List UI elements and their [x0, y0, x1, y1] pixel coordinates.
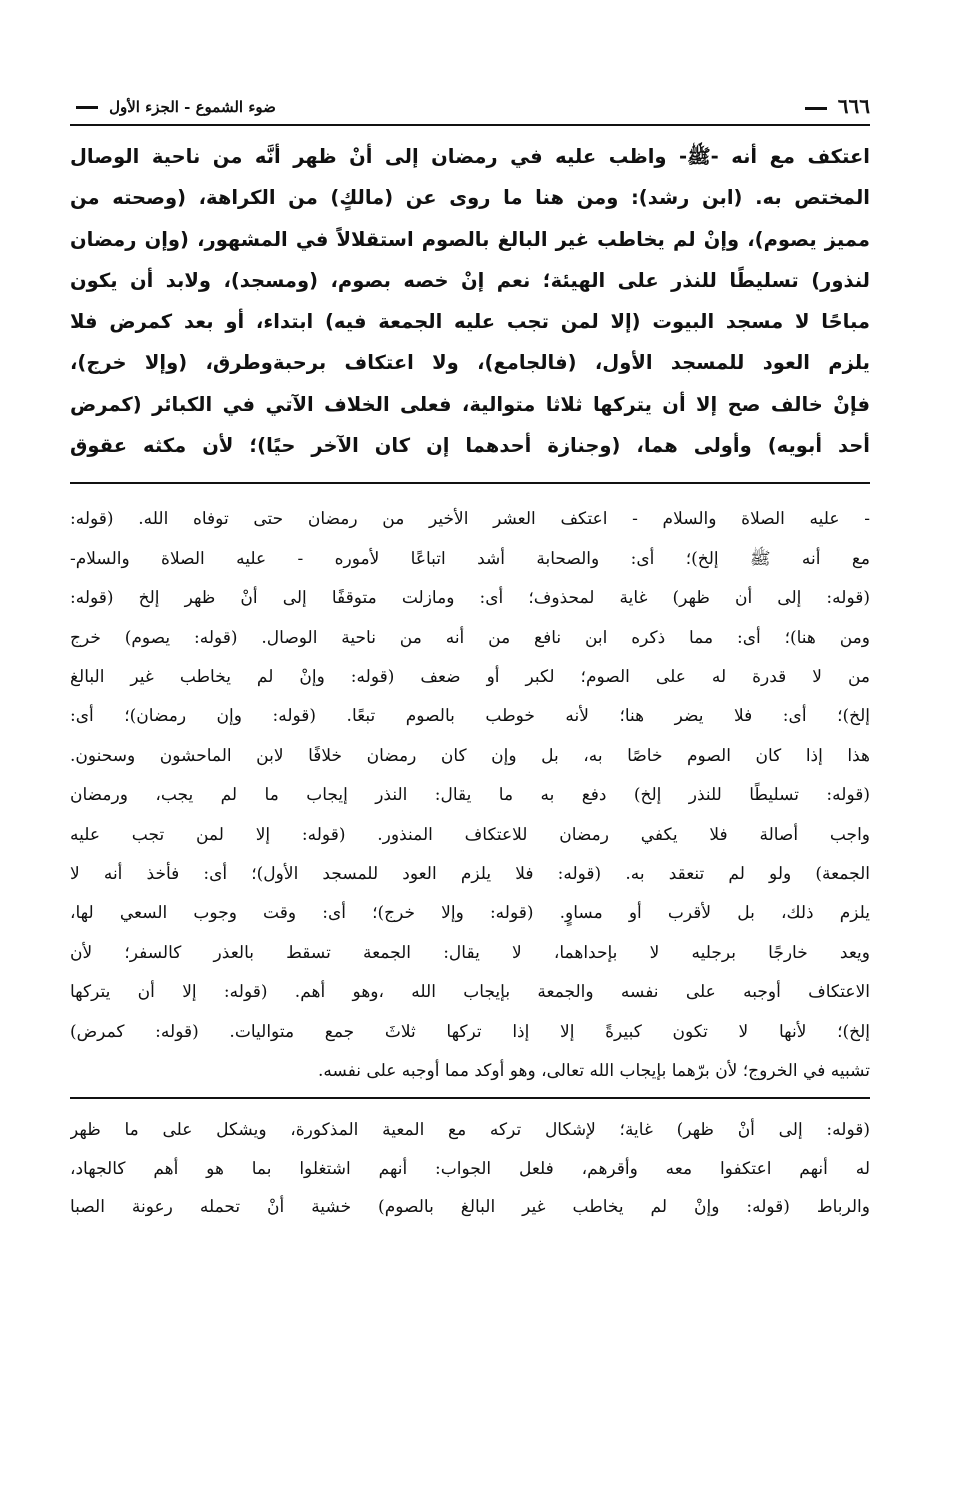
header-dash — [805, 107, 827, 110]
page-header — [70, 88, 870, 126]
commentary-line: إلخ)؛ أى: فلا يضر هنا؛ لأنه خوطب بالصوم تبعًا. (قوله: وإن رمضان)؛ أى: — [70, 706, 870, 727]
section-divider — [70, 482, 870, 484]
running-title-group — [70, 97, 276, 116]
commentary-line: هذا إذا كان الصوم خاصًا به، بل وإن كان رمضان خلافًا لابن الماحشون وسحنون. — [70, 745, 870, 766]
main-text-line: يلزم العود للمسجد الأول، (فالجامع)، ولا اعتكاف برحبةوطرق، (وإلا خرج)، — [70, 351, 870, 375]
main-text-line: مباحًا لا مسجد البيوت (إلا لمن تجب عليه الجمعة فيه) ابتداء، أو بعد كمرض فلا — [70, 310, 870, 334]
footnote-divider — [70, 1097, 870, 1099]
header-dash — [76, 106, 98, 109]
commentary-line: واجب أصالة فلا يكفي رمضان للاعتكاف المنذور. (قوله: إلا لمن تجب عليه — [70, 824, 870, 845]
commentary-line: - عليه الصلاة والسلام - اعتكف العشر الأخير من رمضان حتى توفاه الله. (قوله: — [70, 509, 870, 530]
footnote-text — [70, 1111, 870, 1227]
footnote-line: والرباط (قوله: وإنْ لم يخاطب غير البالغ بالصوم) خشية أنْ تحمله رعونة الصبا — [70, 1197, 870, 1218]
main-text-line: لنذور) تسليطًا للنذر على الهيئة؛ نعم إنْ خصه بصوم، (ومسجد)، ولابد أن يكون — [70, 268, 870, 292]
main-text-line: اعتكف مع أنه -ﷺ- واظب عليه في رمضان إلى أنْ ظهر أنَّه من ناحية الوصال — [70, 145, 870, 168]
footnote-line: له أنهم اعتكفوا معه وأقرهم، فلعل الجواب: أنهم اشتغلوا بما هو أهم كالجهاد، — [70, 1158, 870, 1179]
commentary-line: من لا قدرة له على الصوم؛ لكبر أو ضعف (قوله: وإنْ لم يخاطب غير البالغ — [70, 667, 870, 687]
footnote-line: (قوله: إلى أنْ ظهر) غاية؛ لإشكال تركه مع المعية المذكورة، ويشكل على ما ظهر — [70, 1120, 870, 1141]
commentary-line: يلزم ذلك، بل لأقرب أو مساوٍ. (قوله: وإلا خرج)؛ أى: وقت وجوب السعي لها، — [70, 903, 870, 924]
main-text — [70, 136, 870, 466]
page-number: ٦٦٦ — [837, 94, 870, 118]
commentary-line: ويعد خارجًا برجليه لا بإحداهما، لا يقال: الجمعة تسقط بالعذر كالسفر؛ لأن — [70, 942, 870, 963]
commentary-line: الجمعة) ولو لم تنعقد به. (قوله: فلا يلزم العود للمسجد الأول)؛ أى: فأخذ أنه لا — [70, 864, 870, 885]
main-text-line: أحد أبويه) وأولى هما، (وجنازة أحدهما إن كان الآخر حيًا)؛ لأن مكثه عقوق — [70, 434, 870, 458]
commentary-line: مع أنه ﷺ إلخ)؛ أى: والصحابة أشد اتباعًا لأموره - عليه الصلاة والسلام- — [70, 548, 870, 569]
book-page — [70, 88, 870, 1227]
main-text-line: مميز يصوم)، وإنْ لم يخاطب غير البالغ بالصوم استقلالاً في المشهور، (وإن رمضان — [70, 227, 870, 251]
main-text-line: فإنْ خالف صح إلا أن يتركها ثلاثا متوالية، فعلى الخلاف الآتي في الكبائر (كمرض — [70, 392, 870, 416]
commentary-line: (قوله: إلى أن ظهر) غاية لمحذوف؛ أى: ومازلت متوقفًا إلى أنْ ظهر إلخ (قوله: — [70, 588, 870, 609]
commentary-line: الاعتكاف أوجبه على نفسه والجمعة بإيجاب الله ،وهو أهم. (قوله: إلا أن يتركها — [70, 982, 870, 1003]
commentary-line: تشبيه في الخروج؛ لأن برّهما بإيجاب الله تعالى، وهو أوكد مما أوجبه على نفسه. — [318, 1061, 870, 1082]
commentary-line: إلخ)؛ لأنها لا تكون كبيرةً إلا إذا تركها ثلاثَ جمع متواليات. (قوله: كمرض) — [70, 1021, 870, 1042]
main-text-line: المختص به. (ابن رشد): ومن هنا ما روى عن (مالكٍ) من الكراهة، (وصحته من — [70, 186, 870, 210]
commentary-text — [70, 500, 870, 1091]
running-title: ضوء الشموع - الجزء الأول — [109, 97, 276, 116]
commentary-line: (قوله: تسليطًا للنذر إلخ) دفع به ما يقال: النذر إيجاب ما لم يجب، ورمضان — [70, 785, 870, 806]
page-number-group — [799, 94, 870, 118]
commentary-line: ومن هنا)؛ أى: مما ذكره ابن نافع من أنه من ناحية الوصال. (قوله: يصوم) خرج — [70, 627, 870, 648]
